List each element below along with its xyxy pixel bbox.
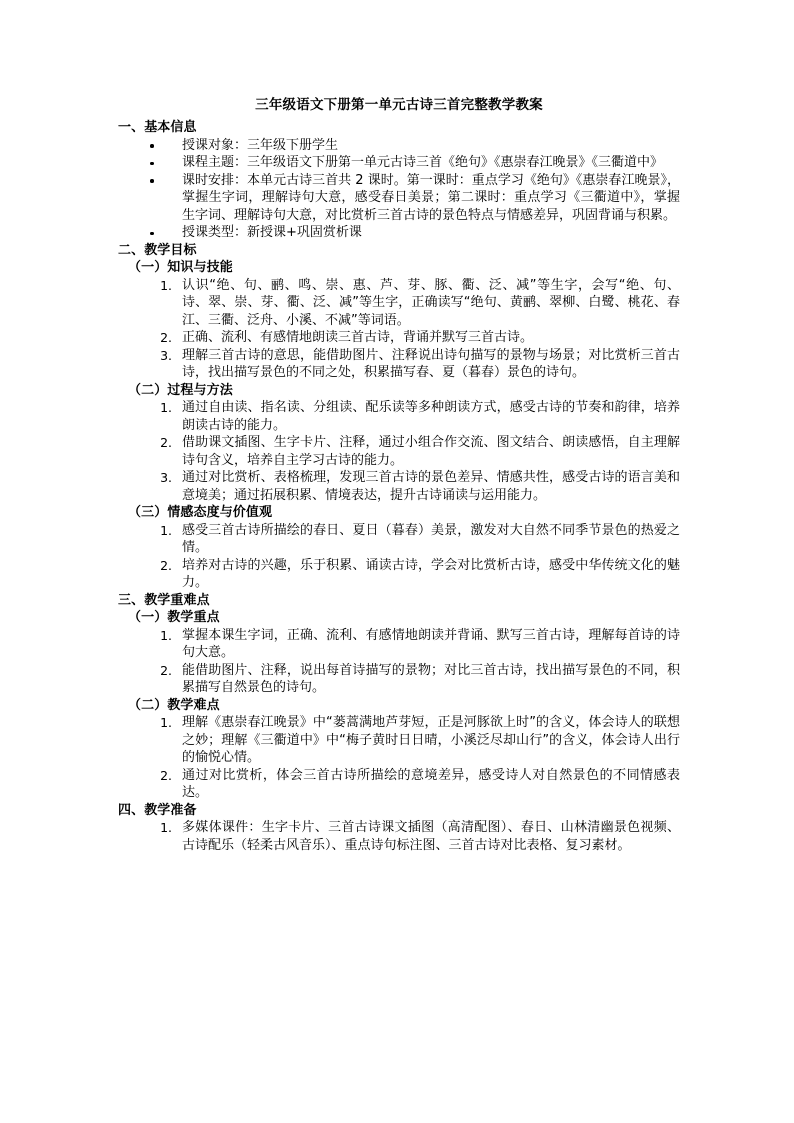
subsection-heading: （二）教学难点 bbox=[128, 697, 220, 713]
subsection-heading: （一）知识与技能 bbox=[128, 260, 233, 275]
list-item: 正确、流利、有感情地朗读三首古诗，背诵并默写三首古诗。 bbox=[182, 330, 534, 345]
list-item: 感受三首古诗所描绘的春日、夏日（暮春）美景，激发对大自然不同季节景色的热爱之情。 bbox=[182, 522, 680, 555]
subsection-heading: （一）教学重点 bbox=[128, 610, 220, 625]
section-heading: 四、教学准备 bbox=[118, 802, 197, 818]
section-teaching-preparation bbox=[118, 802, 680, 855]
section-basic-info bbox=[118, 119, 680, 242]
list-item: 通过对比赏析，体会三首古诗所描绘的意境差异，感受诗人对自然景色的不同情感表达。 bbox=[182, 767, 680, 800]
section-heading: 一、基本信息 bbox=[118, 120, 197, 135]
list-item: 授课对象：三年级下册学生 bbox=[118, 137, 680, 155]
preparation-list bbox=[118, 819, 680, 854]
key-points-list bbox=[118, 627, 680, 697]
list-item: 培养对古诗的兴趣，乐于积累、诵读古诗，学会对比赏析古诗，感受中华传统文化的魅力。 bbox=[182, 557, 680, 590]
list-item: 认识“绝、句、鹂、鸣、崇、惠、芦、芽、豚、衢、泛、减”等生字，会写“绝、句、诗、翠、崇、芽、衢、泛、减”等生字，正确读写“绝句、黄鹂、翠柳、白鹭、桃花、春江、三衢、泛舟、小溪、不减”等词语。 bbox=[182, 277, 680, 328]
section-teaching-objectives bbox=[118, 242, 680, 592]
list-item: 通过自由读、指名读、分组读、配乐读等多种朗读方式，感受古诗的节奏和韵律，培养朗读古诗的能力。 bbox=[182, 400, 680, 433]
difficult-points-list bbox=[118, 714, 680, 802]
list-item: 理解三首古诗的意思，能借助图片、注释说出诗句描写的景物与场景；对比赏析三首古诗，找出描写景色的不同之处，积累描写春、夏（暮春）景色的诗句。 bbox=[182, 347, 680, 380]
basic-info-list bbox=[118, 137, 680, 242]
list-item: 课时安排：本单元古诗三首共 2 课时。第一课时：重点学习《绝句》《惠崇春江晚景》，掌握生字词，理解诗句大意，感受春日美景；第二课时：重点学习《三衢道中》，掌握生字词、理解诗句大意，对比赏析三首古诗的景色特点与情感差异，巩固背诵与积累。 bbox=[118, 172, 680, 225]
page-title: 三年级语文下册第一单元古诗三首完整教学教案 bbox=[255, 97, 543, 113]
list-item: 授课类型：新授课+巩固赏析课 bbox=[118, 224, 680, 242]
list-item: 理解《惠崇春江晚景》中“蒌蒿满地芦芽短，正是河豚欲上时”的含义，体会诗人的联想之妙；理解《三衢道中》中“梅子黄时日日晴，小溪泛尽却山行”的含义，体会诗人出行的愉悦心情。 bbox=[182, 715, 680, 765]
subsection-heading: （二）过程与方法 bbox=[128, 382, 233, 398]
list-item: 多媒体课件：生字卡片、三首古诗课文插图（高清配图）、春日、山林清幽景色视频、古诗配乐（轻柔古风音乐）、重点诗句标注图、三首古诗对比表格、复习素材。 bbox=[182, 820, 680, 853]
subsection-heading: （三）情感态度与价值观 bbox=[128, 505, 273, 520]
list-item: 通过对比赏析、表格梳理，发现三首古诗的景色差异、情感共性，感受古诗的语言美和意境美；通过拓展积累、情境表达，提升古诗诵读与运用能力。 bbox=[182, 470, 680, 503]
section-heading: 二、教学目标 bbox=[118, 242, 197, 258]
knowledge-skills-list bbox=[118, 277, 680, 382]
section-heading: 三、教学重难点 bbox=[118, 592, 210, 608]
process-methods-list bbox=[118, 399, 680, 504]
list-item: 能借助图片、注释，说出每首诗描写的景物；对比三首古诗，找出描写景色的不同，积累描写自然景色的诗句。 bbox=[182, 662, 680, 695]
emotion-attitude-values-list bbox=[118, 522, 680, 592]
list-item: 课程主题：三年级语文下册第一单元古诗三首《绝句》《惠崇春江晚景》《三衢道中》 bbox=[118, 154, 680, 172]
list-item: 借助课文插图、生字卡片、注释，通过小组合作交流、图文结合、朗读感悟，自主理解诗句含义，培养自主学习古诗的能力。 bbox=[182, 435, 680, 468]
section-key-difficult-points bbox=[118, 592, 680, 802]
list-item: 掌握本课生字词，正确、流利、有感情地朗读并背诵、默写三首古诗，理解每首诗的诗句大意。 bbox=[182, 627, 680, 660]
